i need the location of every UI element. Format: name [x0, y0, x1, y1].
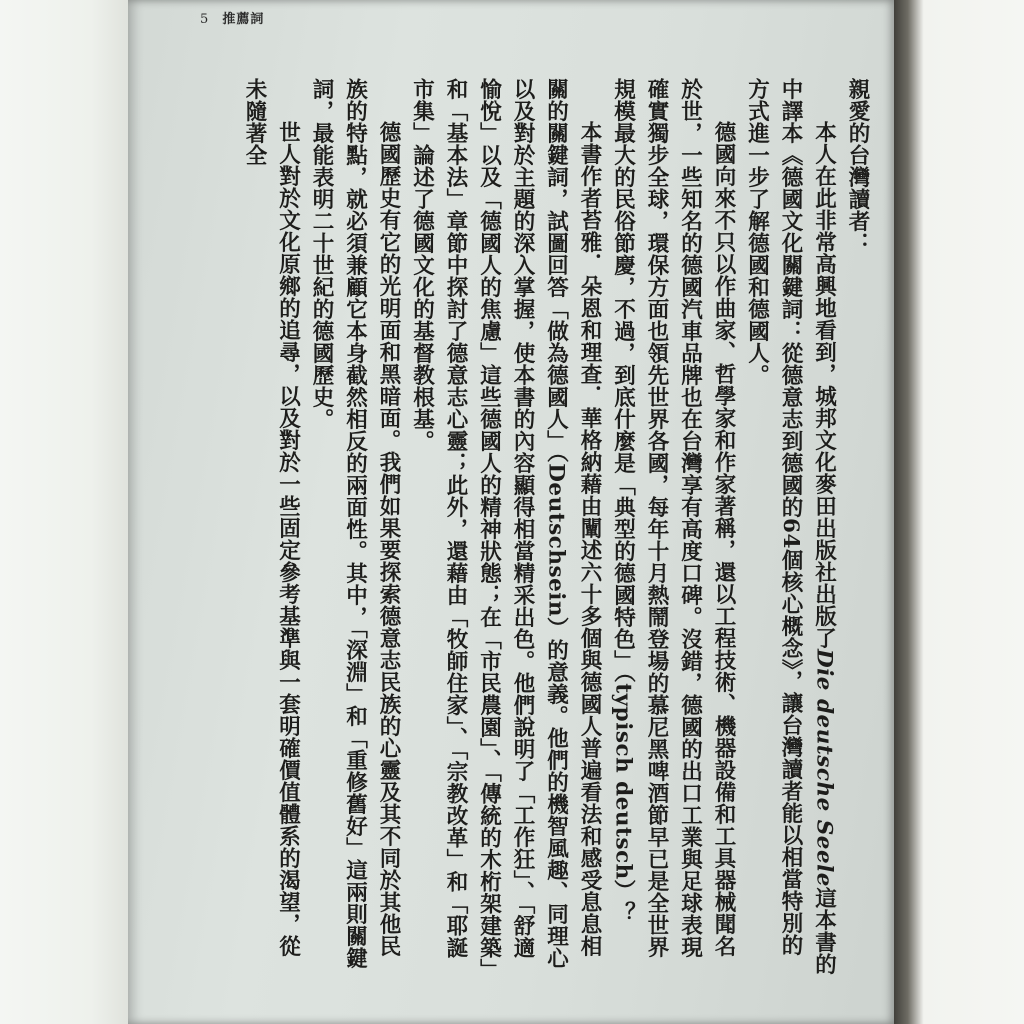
- running-title: 推薦詞: [222, 12, 265, 27]
- paragraph-4: 德國歷史有它的光明面和黑暗面。我們如果要探索德意志民族的心靈及其不同於其他民族的特點，就必須兼顧它本身截然相反的兩面性。其中，「深淵」和「重修舊好」這兩則關鍵詞，最能表明二十世紀的德國歷史。: [309, 78, 401, 970]
- paragraph-3: 本書作者苔雅．朵恩和理查．華格納藉由闡述六十多個與德國人普遍看法和感受息息相關的關鍵詞，試圖回答「做為德國人」（Deutschsein）的意義。他們的機智風趣、同理心以及對於主題的深入掌握，使本書的內容顯得相當精采出色。他們說明了「工作狂」、「舒適愉悅」以及「德國人的焦慮」這些德國人的精神狀態；在「市民農園」、「傳統的木桁架建築」和「基本法」章節中探討了德意志心靈；此外，還藉由「牧師住家」、「宗教改革」和「耶誕市集」論述了德國文化的基督教根基。: [409, 78, 602, 970]
- background-right: [892, 0, 1024, 1024]
- background-left: [0, 0, 130, 1024]
- paragraph-1-part-b: 這本書的中譯本《德國文化關鍵詞：從德意志到德國的64個核心概念》，讓台灣讀者能以相當特別的方式進一步了解德國和德國人。: [744, 78, 837, 975]
- paragraph-5: 世人對於文化原鄉的追尋，以及對於一些固定參考基準與一套明確價值體系的渴望，從未隨著全: [242, 78, 301, 957]
- page-number: 5: [200, 12, 210, 27]
- paragraph-2: 德國向來不只以作曲家、哲學家和作家著稱，還以工程技術、機器設備和工具器械聞名於世，一些知名的德國汽車品牌也在台灣享有高度口碑。沒錯，德國的出口工業與足球表現確實獨步全球，環保方面也領先世界各國，每年十月熱鬧登場的慕尼黑啤酒節早已是全世界規模最大的民俗節慶，不過，到底什麼是「典型的德國特色」（typisch deutsch）？: [610, 78, 736, 958]
- book-page: [128, 0, 894, 1024]
- vertical-body-text: [238, 78, 875, 978]
- salutation: 親愛的台灣讀者：: [845, 78, 870, 254]
- paragraph-1: [740, 78, 841, 978]
- book-title-latin: Die deutsche Seele: [811, 649, 837, 887]
- paragraph-1-part-a: 本人在此非常高興地看到，城邦文化麥田出版社出版了: [811, 121, 837, 649]
- running-header: [200, 8, 264, 27]
